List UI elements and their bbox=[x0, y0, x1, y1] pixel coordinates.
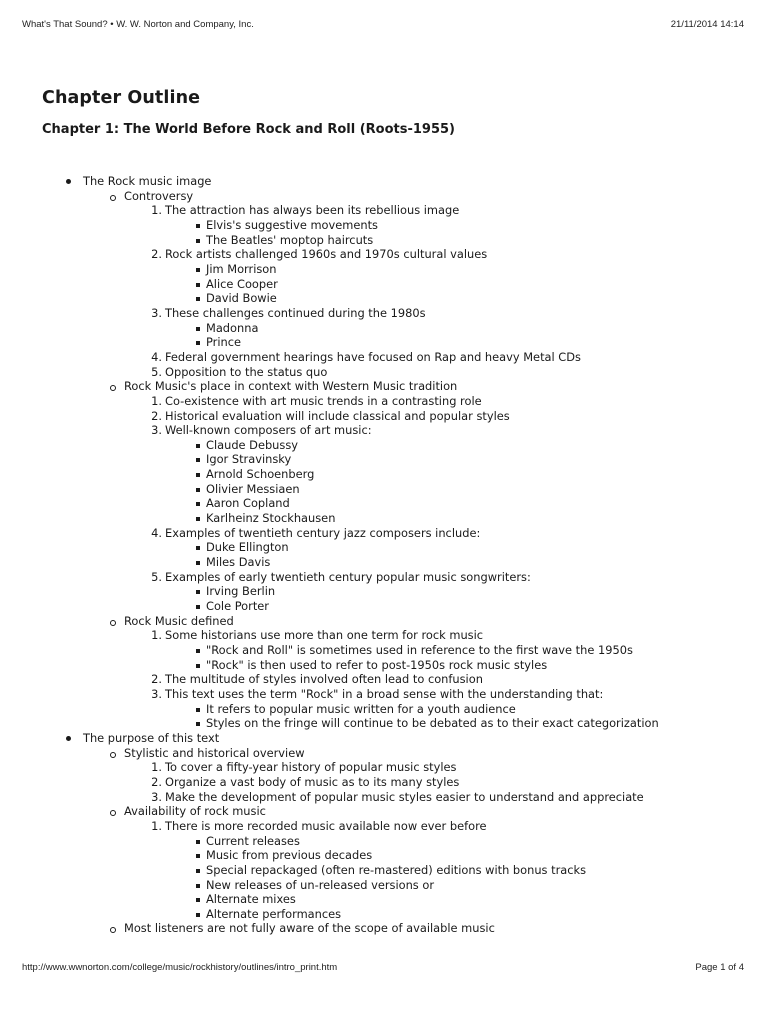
footer-url: http://www.wwnorton.com/college/music/rockhistory/outlines/intro_print.htm bbox=[22, 962, 338, 973]
bullet-item bbox=[165, 643, 742, 658]
bullet-item bbox=[165, 291, 742, 306]
numbered-item-text: Federal government hearings have focused on Rap and heavy Metal CDs bbox=[165, 349, 581, 364]
bullet-item-text: New releases of un-released versions or bbox=[206, 877, 435, 892]
item-number: 1. bbox=[151, 760, 162, 775]
square-bullet-icon bbox=[196, 458, 200, 462]
bullet-item bbox=[165, 848, 742, 863]
square-bullet-icon bbox=[196, 473, 200, 477]
square-bullet-icon bbox=[196, 327, 200, 331]
numbered-item-text: To cover a fifty-year history of popular music styles bbox=[165, 760, 457, 775]
bullet-list bbox=[165, 834, 742, 922]
bullet-item-text: Special repackaged (often re-mastered) editions with bonus tracks bbox=[206, 862, 587, 877]
bullet-item bbox=[165, 878, 742, 893]
numbered-list bbox=[124, 819, 742, 922]
square-bullet-icon bbox=[196, 854, 200, 858]
square-bullet-icon bbox=[196, 561, 200, 565]
numbered-item bbox=[124, 247, 742, 306]
bullet-item-text: David Bowie bbox=[206, 291, 277, 306]
item-number: 2. bbox=[151, 408, 162, 423]
bullet-item bbox=[165, 907, 742, 922]
numbered-item-text: Well-known composers of art music: bbox=[165, 423, 372, 438]
square-bullet-icon bbox=[196, 664, 200, 668]
bullet-item-text: Madonna bbox=[206, 320, 259, 335]
numbered-item bbox=[124, 365, 742, 380]
bullet-item-text: Irving Berlin bbox=[206, 584, 276, 599]
sub-item bbox=[83, 804, 742, 921]
square-bullet-icon bbox=[196, 239, 200, 243]
numbered-item-text: Some historians use more than one term for rock music bbox=[165, 628, 484, 643]
bullet-item-text: Cole Porter bbox=[206, 599, 269, 614]
bullet-item-text: "Rock" is then used to refer to post-1950s rock music styles bbox=[206, 657, 548, 672]
item-number: 2. bbox=[151, 247, 162, 262]
bullet-item-text: Jim Morrison bbox=[206, 261, 277, 276]
item-number: 3. bbox=[151, 686, 162, 701]
bullet-list bbox=[165, 702, 742, 731]
numbered-item-text: The multitude of styles involved often lead to confusion bbox=[165, 672, 483, 687]
square-bullet-icon bbox=[196, 297, 200, 301]
bullet-item bbox=[165, 555, 742, 570]
bullet-item-text: Styles on the fringe will continue to be debated as to their exact categorization bbox=[206, 716, 659, 731]
chapter-outline bbox=[42, 174, 742, 936]
square-bullet-icon bbox=[196, 884, 200, 888]
item-number: 1. bbox=[151, 818, 162, 833]
bullet-list bbox=[165, 643, 742, 672]
bullet-item bbox=[165, 321, 742, 336]
numbered-list bbox=[124, 628, 742, 731]
bullet-item-text: Prince bbox=[206, 335, 242, 350]
sub-item bbox=[83, 379, 742, 614]
bullet-item bbox=[165, 438, 742, 453]
item-number: 3. bbox=[151, 305, 162, 320]
numbered-item-text: Opposition to the status quo bbox=[165, 364, 328, 379]
item-number: 2. bbox=[151, 774, 162, 789]
bullet-item bbox=[165, 496, 742, 511]
square-bullet-icon bbox=[196, 224, 200, 228]
bullet-item bbox=[165, 218, 742, 233]
square-bullet-icon bbox=[196, 283, 200, 287]
bullet-item bbox=[165, 262, 742, 277]
numbered-item bbox=[124, 526, 742, 570]
bullet-list bbox=[165, 540, 742, 569]
numbered-list bbox=[124, 203, 742, 379]
bullet-item bbox=[165, 482, 742, 497]
document-body bbox=[42, 88, 742, 936]
outline-item bbox=[42, 174, 742, 731]
bullet-item bbox=[165, 834, 742, 849]
bullet-item-text: Igor Stravinsky bbox=[206, 452, 292, 467]
item-number: 3. bbox=[151, 423, 162, 438]
bullet-item-text: Claude Debussy bbox=[206, 437, 299, 452]
bullet-item bbox=[165, 452, 742, 467]
sub-item bbox=[83, 614, 742, 731]
sub-item bbox=[83, 921, 742, 936]
square-bullet-icon bbox=[196, 840, 200, 844]
bullet-item-text: Alice Cooper bbox=[206, 276, 278, 291]
disc-bullet-icon bbox=[66, 179, 71, 184]
numbered-item-text: Examples of early twentieth century popular music songwriters: bbox=[165, 569, 531, 584]
numbered-item bbox=[124, 819, 742, 922]
bullet-item bbox=[165, 467, 742, 482]
outline-item-text: The purpose of this text bbox=[83, 730, 220, 745]
square-bullet-icon bbox=[196, 722, 200, 726]
disc-bullet-icon bbox=[66, 736, 71, 741]
sub-item-text: Controversy bbox=[124, 188, 194, 203]
square-bullet-icon bbox=[196, 898, 200, 902]
item-number: 1. bbox=[151, 203, 162, 218]
numbered-item bbox=[124, 760, 742, 775]
square-bullet-icon bbox=[196, 517, 200, 521]
bullet-item-text: Karlheinz Stockhausen bbox=[206, 511, 336, 526]
numbered-item-text: This text uses the term "Rock" in a broad sense with the understanding that: bbox=[165, 686, 604, 701]
square-bullet-icon bbox=[196, 546, 200, 550]
numbered-item bbox=[124, 775, 742, 790]
item-number: 5. bbox=[151, 364, 162, 379]
square-bullet-icon bbox=[196, 341, 200, 345]
page-number: Page 1 of 4 bbox=[695, 962, 744, 973]
sub-item-text: Most listeners are not fully aware of the scope of available music bbox=[124, 921, 495, 936]
numbered-item bbox=[124, 628, 742, 672]
bullet-list bbox=[165, 438, 742, 526]
bullet-item-text: Alternate mixes bbox=[206, 892, 296, 907]
square-bullet-icon bbox=[196, 444, 200, 448]
print-header bbox=[22, 19, 744, 30]
sub-item bbox=[83, 189, 742, 380]
numbered-item-text: Historical evaluation will include classical and popular styles bbox=[165, 408, 510, 423]
sub-item-text: Stylistic and historical overview bbox=[124, 745, 305, 760]
circle-bullet-icon bbox=[110, 385, 116, 391]
circle-bullet-icon bbox=[110, 752, 116, 758]
circle-bullet-icon bbox=[110, 810, 116, 816]
bullet-item-text: It refers to popular music written for a youth audience bbox=[206, 701, 516, 716]
numbered-item-text: Co-existence with art music trends in a contrasting role bbox=[165, 393, 482, 408]
numbered-item bbox=[124, 350, 742, 365]
bullet-item-text: Olivier Messiaen bbox=[206, 481, 300, 496]
numbered-item-text: Rock artists challenged 1960s and 1970s cultural values bbox=[165, 247, 488, 262]
bullet-item bbox=[165, 658, 742, 673]
bullet-list bbox=[165, 584, 742, 613]
numbered-item bbox=[124, 570, 742, 614]
circle-bullet-icon bbox=[110, 927, 116, 933]
sub-item-text: Rock Music's place in context with Western Music tradition bbox=[124, 379, 458, 394]
square-bullet-icon bbox=[196, 649, 200, 653]
numbered-item bbox=[124, 687, 742, 731]
numbered-item bbox=[124, 672, 742, 687]
square-bullet-icon bbox=[196, 268, 200, 272]
sub-item-text: Rock Music defined bbox=[124, 613, 234, 628]
bullet-item bbox=[165, 540, 742, 555]
item-number: 1. bbox=[151, 393, 162, 408]
bullet-item-text: Aaron Copland bbox=[206, 496, 290, 511]
bullet-item bbox=[165, 892, 742, 907]
numbered-item bbox=[124, 394, 742, 409]
bullet-item-text: Elvis's suggestive movements bbox=[206, 217, 378, 232]
item-number: 2. bbox=[151, 672, 162, 687]
numbered-item-text: The attraction has always been its rebellious image bbox=[165, 203, 460, 218]
item-number: 4. bbox=[151, 349, 162, 364]
sub-item-text: Availability of rock music bbox=[124, 804, 266, 819]
bullet-item bbox=[165, 863, 742, 878]
bullet-item bbox=[165, 335, 742, 350]
page-title: Chapter Outline bbox=[42, 88, 201, 108]
square-bullet-icon bbox=[196, 590, 200, 594]
square-bullet-icon bbox=[196, 605, 200, 609]
sub-list bbox=[83, 189, 742, 731]
numbered-list bbox=[124, 394, 742, 614]
numbered-item bbox=[124, 306, 742, 350]
bullet-item-text: "Rock and Roll" is sometimes used in reference to the first wave the 1950s bbox=[206, 643, 633, 657]
bullet-item-text: Miles Davis bbox=[206, 555, 271, 570]
bullet-list bbox=[165, 321, 742, 350]
square-bullet-icon bbox=[196, 913, 200, 917]
numbered-item-text: These challenges continued during the 1980s bbox=[165, 305, 426, 320]
circle-bullet-icon bbox=[110, 620, 116, 626]
bullet-item bbox=[165, 511, 742, 526]
bullet-item-text: Current releases bbox=[206, 833, 300, 848]
bullet-item bbox=[165, 702, 742, 717]
bullet-item bbox=[165, 716, 742, 731]
bullet-item bbox=[165, 599, 742, 614]
bullet-list bbox=[165, 262, 742, 306]
item-number: 5. bbox=[151, 569, 162, 584]
circle-bullet-icon bbox=[110, 195, 116, 201]
header-timestamp: 21/11/2014 14:14 bbox=[670, 19, 744, 30]
numbered-item-text: There is more recorded music available now ever before bbox=[165, 818, 487, 833]
numbered-list bbox=[124, 760, 742, 804]
chapter-title: Chapter 1: The World Before Rock and Roll (Roots-1955) bbox=[42, 122, 455, 137]
numbered-item-text: Examples of twentieth century jazz composers include: bbox=[165, 525, 481, 540]
square-bullet-icon bbox=[196, 869, 200, 873]
numbered-item bbox=[124, 423, 742, 526]
numbered-item-text: Make the development of popular music styles easier to understand and appreciate bbox=[165, 789, 644, 804]
bullet-item bbox=[165, 584, 742, 599]
item-number: 4. bbox=[151, 525, 162, 540]
bullet-item-text: Alternate performances bbox=[206, 906, 342, 921]
item-number: 1. bbox=[151, 628, 162, 643]
bullet-item-text: Duke Ellington bbox=[206, 540, 289, 555]
numbered-item bbox=[124, 409, 742, 424]
outline-item-text: The Rock music image bbox=[83, 174, 212, 188]
bullet-item bbox=[165, 277, 742, 292]
outline-item bbox=[42, 731, 742, 936]
bullet-item-text: The Beatles' moptop haircuts bbox=[206, 232, 374, 247]
bullet-item bbox=[165, 233, 742, 248]
bullet-item-text: Arnold Schoenberg bbox=[206, 467, 315, 482]
square-bullet-icon bbox=[196, 502, 200, 506]
bullet-item-text: Music from previous decades bbox=[206, 848, 373, 863]
square-bullet-icon bbox=[196, 708, 200, 712]
numbered-item bbox=[124, 790, 742, 805]
numbered-item bbox=[124, 203, 742, 247]
item-number: 3. bbox=[151, 789, 162, 804]
print-footer bbox=[22, 962, 744, 973]
sub-item bbox=[83, 746, 742, 805]
bullet-list bbox=[165, 218, 742, 247]
square-bullet-icon bbox=[196, 488, 200, 492]
sub-list bbox=[83, 746, 742, 937]
numbered-item-text: Organize a vast body of music as to its many styles bbox=[165, 774, 460, 789]
header-page-title: What's That Sound? • W. W. Norton and Company, Inc. bbox=[22, 19, 254, 30]
